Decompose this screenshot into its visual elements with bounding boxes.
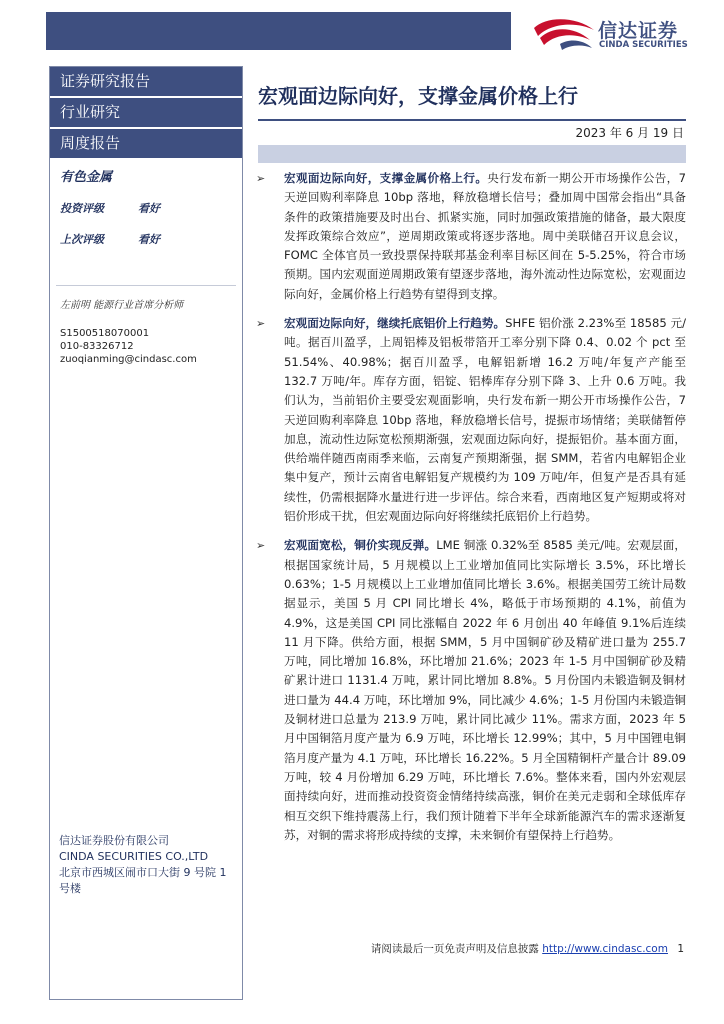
paragraph — [256, 536, 686, 845]
paragraph-lead: 宏观面边际向好，支撑金属价格上行。 — [284, 171, 488, 185]
paragraph-body: 央行发布新一期公开市场操作公告，7 天逆回购利率降息 10bp 落地，释放稳增长信号；叠加周中国常会指出“具备条件的政策措施要及时出台、抓紧实施，同时加强政策措施的储备，最大限度发挥政策综合效应”，逆周期政策或将逐步落地。周中美联储召开议息会议，FOMC 全体官员一致投票保持联邦基金利率目标区间在 5-5.25%，符合市场预期。国内宏观面逆周期政策有望逐步落地，海外流动性边际宽松，宏观面边际向好，金属价格上行趋势有望得到支撑。 — [284, 171, 686, 301]
rating-label: 投资评级 — [60, 202, 104, 215]
bullet-arrow-icon: ➢ — [256, 539, 266, 553]
company-logo — [532, 14, 712, 54]
report-body — [256, 165, 686, 845]
footer-website-link[interactable]: http://www.cindasc.com — [542, 943, 668, 955]
section-shade — [258, 145, 686, 163]
sector-label: 有色金属 — [60, 170, 113, 185]
report-period-band: 周度报告 — [50, 129, 242, 158]
analyst-contact — [50, 327, 242, 366]
paragraph-text — [284, 169, 686, 304]
page-footer — [371, 941, 684, 956]
paragraph-text — [284, 314, 686, 526]
bullet-arrow-icon: ➢ — [256, 172, 266, 185]
analyst-license: S1500518070001 — [60, 328, 150, 339]
paragraph-text — [284, 536, 686, 845]
paragraph-body: SHFE 铝价涨 2.23%至 18585 元/吨。据百川盈孚，上周铝棒及铝板带箔开工率分别下降 0.4、0.02 个 pct 至 51.54%、40.98%；据百川盈孚，电解铝新增 16.2 万吨/年复产产能至 132.7 万吨/年。库存方面，铝锭、铝棒库存分别下降 3、上升 0.6 万吨。我们认为，当前铝价主要受宏观面影响，央行发布新一期公开市场操作公告，7 天逆回购利率降息 10bp 落地，释放稳增长信号，提振市场情绪；美联储暂停加息，流动性边际宽松预期渐强，宏观面边际向好，提振铝价。基本面方面，供给端伴随西南雨季来临，云南复产预期渐强，据 SMM，若省内电解铝企业集中复产，预计云南省电解铝复产规模约为 109 万吨/年，但复产是否具有延续性，仍需根据降水量进行进一步评估。综合来看，西南地区复产短期或将对铝价形成干扰，但宏观面边际向好将继续托底铝价上行趋势。 — [284, 316, 686, 524]
research-type-band: 行业研究 — [50, 98, 242, 127]
title-divider — [258, 119, 686, 121]
cinda-wing-logo-icon — [532, 14, 596, 54]
paragraph-lead: 宏观面边际向好，继续托底铝价上行趋势。 — [284, 316, 506, 331]
logo-text-cn: 信达证券 — [598, 20, 679, 42]
company-info — [59, 833, 237, 897]
paragraph-body: LME 铜涨 0.32%至 8585 美元/吨。宏观层面，根据国家统计局，5 月规模以上工业增加值同比实际增长 3.5%，环比增长 0.63%；1-5 月规模以上工业增加值同比增长 3.6%。根据美国劳工统计局数据显示，美国 5 月 CPI 同比增长 4%，略低于市场预期的 4.1%，前值为 4.9%，这是美国 CPI 同比涨幅自 2022 年 6 月创出 40 年峰值 9.1%后连续 11 月下降。供给方面，根据 SMM，5 月中国铜矿砂及精矿进口量为 255.7 万吨，同比增加 16.8%，环比增加 21.6%；2023 年 1-5 月中国铜矿砂及精矿累计进口 1131.4 万吨，累计同比增加 8.8%。5 月份国内未锻造铜及铜材进口量为 44.4 万吨，环比增加 9%，同比减少 4.6%；1-5 月份国内未锻造铜及铜材进口总量为 213.9 万吨，累计同比减少 11%。需求方面，2023 年 5 月中国铜箔月度产量为 6.9 万吨，环比增长 12.99%；其中，5 月中国锂电铜箔月度产量为 4.1 万吨，环比增长 16.22%。5 月全国精铜杆产量合计 89.09 万吨，较 4 月份增加 6.29 万吨，环比增长 7.6%。整体来看，国内外宏观层面持续向好，进而推动投资资金情绪持续高涨，铜价在美元走弱和全球低库存相互交织下维持震荡上行，我们预计随着下半年全球新能源汽车的需求逐渐复苏，对铜的需求将形成持续的支撑，未来铜价有望保持上行趋势。 — [284, 538, 686, 842]
report-date: 2023 年 6 月 19 日 — [575, 126, 684, 140]
footer-notice: 请阅读最后一页免责声明及信息披露 — [370, 943, 539, 955]
analyst-phone: 010-83326712 — [60, 341, 134, 352]
company-name-en: CINDA SECURITIES CO.,LTD — [59, 850, 209, 863]
analyst-name: 左前明 能源行业首席分析师 — [60, 300, 184, 311]
sidebar-divider — [56, 285, 236, 286]
company-name-cn: 信达证券股份有限公司 — [59, 834, 169, 847]
prev-rating-value: 看好 — [138, 233, 160, 246]
header-banner — [46, 12, 511, 50]
logo-text-en: CINDA SECURITIES — [599, 40, 688, 50]
prev-rating-row — [50, 231, 242, 247]
analyst-email: zuoqianming@cindasc.com — [60, 354, 197, 365]
page-number: 1 — [677, 943, 684, 955]
bullet-arrow-icon: ➢ — [256, 317, 266, 331]
paragraph — [256, 314, 686, 526]
paragraph-lead: 宏观面宽松，铜价实现反弹。 — [284, 538, 437, 553]
report-type-band: 证券研究报告 — [50, 67, 242, 96]
prev-rating-label: 上次评级 — [60, 233, 104, 246]
sidebar — [49, 66, 243, 1000]
company-address: 北京市西城区闹市口大街 9 号院 1 号楼 — [59, 866, 227, 895]
rating-row — [50, 200, 242, 216]
page-title: 宏观面边际向好，支撑金属价格上行 — [258, 84, 578, 108]
paragraph — [256, 169, 686, 304]
rating-value: 看好 — [138, 202, 160, 215]
